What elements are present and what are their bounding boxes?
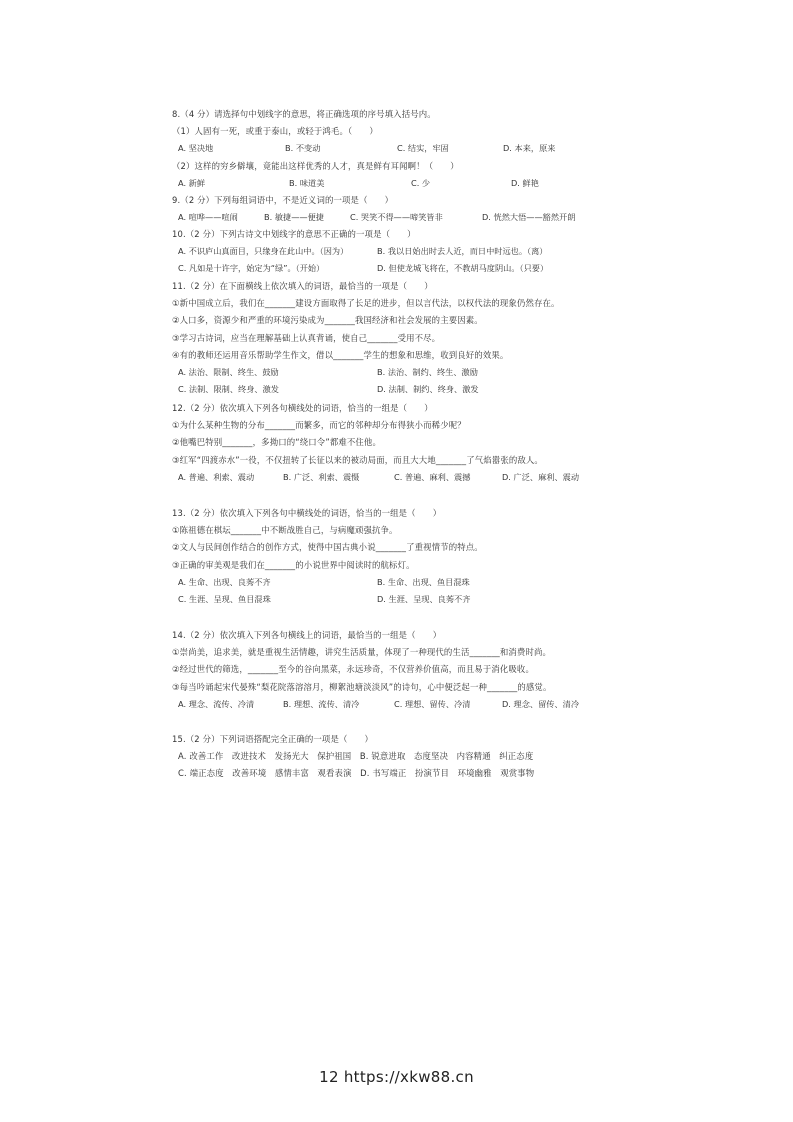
option-b: B. 我以日始出时去人近，而日中时远也。（离） (377, 246, 548, 257)
option-d: D. 广泛、麻利、震动 (502, 471, 580, 482)
question-12 (172, 400, 612, 486)
option-b: B. 生命、出现、鱼目混珠 (377, 576, 470, 587)
page-footer: 12 https://xkw88.cn (319, 1068, 474, 1086)
question-15-options-row1: A. 改善工作 改进技术 发扬光大 保护祖国 B. 锐意进取 态度坚决 内容精通 纠正态度 (178, 751, 534, 762)
question-13-options-row1 (172, 574, 612, 591)
question-9-head: 9.（2 分）下列每组词语中，不是近义词的一项是（ ） (172, 195, 394, 205)
question-12-sentence-2: ②他嘴巴特别_______，多拗口的“绕口令”都难不住他。 (172, 437, 381, 448)
option-c: C. 生涯、呈现、鱼目混珠 (178, 594, 271, 604)
option-c: C. 理想、留传、冷清 (394, 698, 471, 709)
question-10-options-row2 (172, 260, 612, 277)
question-8-sub2: （2）这样的穷乡僻壤，竟能出这样优秀的人才，真是鲜有耳闻啊！（ ） (172, 160, 459, 171)
question-14-options (172, 696, 612, 713)
option-d: D. 生涯、呈现、良莠不齐 (377, 594, 471, 604)
question-8-head: 8.（4 分）请选择句中划线字的意思，将正确选项的序号填入括号内。 (172, 109, 436, 119)
question-13 (172, 505, 612, 608)
option-c: C. 法制、限制、终身、激发 (178, 384, 279, 395)
question-14-sentence-3: ③每当吟诵起宋代晏殊“梨花院落溶溶月，柳絮池塘淡淡风”的诗句，心中便泛起一种_______的感觉。 (172, 681, 552, 692)
option-a: A. 新鲜 (178, 177, 206, 188)
option-b: B. 不变动 (285, 143, 321, 154)
question-14-sentence-1: ①崇尚美，追求美，就是重视生活情趣，讲究生活质量，体现了一种现代的生活_______和消费时尚。 (172, 647, 552, 658)
question-8 (172, 106, 612, 192)
question-12-head: 12.（2 分）依次填入下列各句横线处的词语，恰当的一组是（ ） (172, 403, 433, 413)
question-11-head: 11.（2 分）在下面横线上依次填入的词语，最恰当的一项是（ ） (172, 281, 433, 291)
question-11-sentence-2: ②人口多，资源少和严重的环境污染成为_______我国经济和社会发展的主要因素。 (172, 315, 483, 326)
option-a: A. 坚决地 (178, 143, 214, 154)
question-8-sub1-options (172, 140, 612, 157)
question-8-sub2-options (172, 175, 612, 192)
option-c: C. 普遍、麻利、震撼 (394, 471, 471, 482)
option-d: D. 理念、留传、清冷 (502, 698, 580, 709)
question-11-sentence-3: ③学习古诗词，应当在理解基础上认真背诵，使自己_______受用不尽。 (172, 332, 441, 343)
option-c: C. 哭笑不得——啼笑皆非 (350, 212, 443, 223)
option-a: A. 普遍、利索、震动 (178, 471, 255, 482)
option-b: B. 味道美 (289, 177, 325, 188)
option-d: D. 恍然大悟——豁然开朗 (482, 212, 576, 223)
option-c: C. 少 (411, 177, 431, 188)
question-12-sentence-3: ③红军“四渡赤水”一役，不仅扭转了长征以来的被动局面，而且大大地_______了气焰嚣张的敌人。 (172, 454, 543, 465)
option-d: D. 法制、制约、终身、激发 (377, 384, 479, 395)
option-c: C. 结实，牢固 (397, 143, 449, 154)
question-10 (172, 226, 612, 278)
question-9 (172, 192, 612, 226)
option-b: B. 广泛、利索、震慑 (283, 471, 360, 482)
option-c: C. 凡如是十许字，始定为“绿”。（开始） (178, 263, 325, 274)
option-b: B. 理想、流传、清冷 (283, 698, 360, 709)
option-b: B. 法治、制约、终生、激励 (377, 367, 478, 378)
option-d: D. 鲜艳 (511, 177, 539, 188)
question-13-sentence-3: ③正确的审美观是我们在_______的小说世界中阅读时的航标灯。 (172, 559, 415, 570)
option-d: D. 本来，原来 (503, 143, 556, 154)
question-15-options-row2: C. 端正态度 改善环境 感情丰富 观看表演 D. 书写端正 扮演节目 环境幽雅 观赏事物 (178, 768, 535, 779)
question-13-head: 13.（2 分）依次填入下列各句中横线处的词语，恰当的一组是（ ） (172, 508, 442, 518)
question-11-options-row1 (172, 364, 612, 381)
question-15-head: 15.（2 分）下列词语搭配完全正确的一项是（ ） (172, 734, 374, 744)
option-d: D. 但使龙城飞将在，不教胡马度阴山。（只要） (377, 263, 549, 274)
question-10-options-row1 (172, 243, 612, 260)
question-13-sentence-1: ①陈祖德在棋坛_______中不断战胜自己，与病魔顽强抗争。 (172, 525, 398, 536)
question-11 (172, 278, 612, 398)
option-a: A. 不识庐山真面目，只缘身在此山中。（因为） (178, 246, 349, 257)
question-14 (172, 627, 612, 713)
question-11-sentence-1: ①新中国成立后，我们在_______建设方面取得了长足的进步，但以言代法，以权代法的现象仍然存在。 (172, 298, 560, 309)
question-12-options (172, 469, 612, 486)
question-14-head: 14.（2 分）依次填入下列各句横线上的词语，最恰当的一组是（ ） (172, 630, 442, 640)
question-13-sentence-2: ②文人与民间创作结合的创作方式，使得中国古典小说_______了重视情节的特点。 (172, 542, 483, 553)
question-9-options (172, 209, 612, 226)
option-a: A. 喧哗——喧闹 (178, 212, 238, 223)
question-15 (172, 731, 612, 783)
option-b: B. 敏捷——便捷 (264, 212, 324, 223)
question-12-sentence-1: ①为什么某种生物的分布_______而繁多，而它的邻种却分布得狭小而稀少呢？ (172, 420, 466, 431)
option-a: A. 法治、限制、终生、鼓励 (178, 367, 279, 378)
question-8-sub1: （1）人固有一死，或重于泰山，或轻于鸿毛。（ ） (172, 126, 378, 137)
question-11-options-row2 (172, 381, 612, 398)
question-14-sentence-2: ②经过世代的筛选，_______至今的谷向黑菜，永远珍奇，不仅营养价值高，而且易于消化吸收。 (172, 664, 534, 675)
option-a: A. 生命、出现、良莠不齐 (178, 576, 271, 587)
question-13-options-row2 (172, 591, 612, 608)
option-a: A. 理念、流传、冷清 (178, 698, 255, 709)
question-10-head: 10.（2 分）下列古诗文中划线字的意思不正确的一项是（ ） (172, 229, 416, 239)
question-11-sentence-4: ④有的教师还运用音乐帮助学生作文，借以_______学生的想象和思维，收到良好的效果。 (172, 349, 509, 360)
